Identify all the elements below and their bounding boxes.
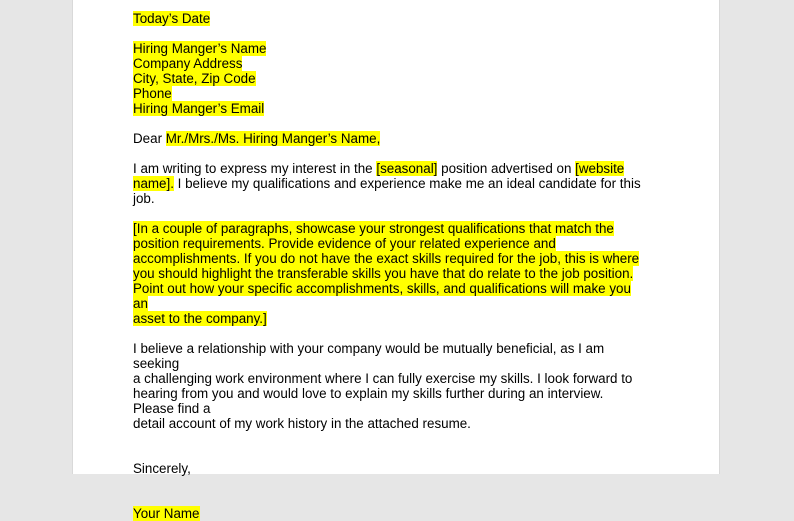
closing-paragraph <box>133 341 645 431</box>
intro-line-3 <box>133 191 645 206</box>
city-state-zip: City, State, Zip Code <box>133 71 256 86</box>
city-state-zip-line <box>133 71 645 86</box>
date-placeholder: Today’s Date <box>133 11 211 26</box>
intro-text-4: job. <box>133 191 155 206</box>
intro-text-1: I am writing to express my interest in the <box>133 161 377 176</box>
closing-line-1: I believe a relationship with your company would be mutually beneficial, as I am seeking <box>133 341 605 371</box>
email-line <box>133 101 645 116</box>
blank-line <box>133 206 645 221</box>
salutation-prefix: Dear <box>133 131 166 146</box>
instructions-line <box>133 266 645 281</box>
closing-line-4: detail account of my work history in the attached resume. <box>133 416 471 431</box>
sign-off: Sincerely, <box>133 461 191 476</box>
instructions-text-6: asset to the company.] <box>133 311 267 326</box>
instructions-text-2: position requirements. Provide evidence of your related experience and <box>133 236 556 251</box>
closing-line-2: a challenging work environment where I can fully exercise my skills. I look forward to <box>133 371 633 386</box>
intro-paragraph <box>133 161 645 206</box>
recipient-block <box>133 41 645 116</box>
instructions-text-5: Point out how your specific accomplishments, skills, and qualifications will make you an <box>133 281 631 311</box>
phone-line <box>133 86 645 101</box>
instructions-paragraph <box>133 221 645 326</box>
website-placeholder-part-1: [website <box>575 161 625 176</box>
recipient-name-line <box>133 41 645 56</box>
instructions-text-1: [In a couple of paragraphs, showcase your strongest qualifications that match the <box>133 221 614 236</box>
recipient-name: Hiring Manger’s Name <box>133 41 267 56</box>
blank-line <box>133 146 645 161</box>
instructions-text-4: you should highlight the transferable skills you have that do relate to the job position. <box>133 266 634 281</box>
intro-line-2 <box>133 176 645 191</box>
instructions-text-3: accomplishments. If you do not have the exact skills required for the job, this is where <box>133 251 640 266</box>
salutation-name: Mr./Mrs./Ms. Hiring Manger’s Name, <box>165 131 381 146</box>
blank-line <box>133 446 645 461</box>
instructions-line <box>133 311 645 326</box>
website-placeholder-part-2: name]. <box>133 176 174 191</box>
salutation <box>133 131 645 146</box>
date-line <box>133 11 645 26</box>
blank-line <box>133 476 645 491</box>
instructions-line <box>133 236 645 251</box>
blank-line <box>133 116 645 131</box>
instructions-line <box>133 251 645 266</box>
instructions-line <box>133 281 645 311</box>
company-address-line <box>133 56 645 71</box>
signature-line <box>133 506 645 521</box>
instructions-line <box>133 221 645 236</box>
company-address: Company Address <box>133 56 243 71</box>
email: Hiring Manger’s Email <box>133 101 265 116</box>
letter-body[interactable] <box>133 11 645 521</box>
closing-line-3: hearing from you and would love to explain my skills further during an interview. Please find a <box>133 386 604 416</box>
position-placeholder: [seasonal] <box>376 161 438 176</box>
blank-line <box>133 431 645 446</box>
phone: Phone <box>133 86 172 101</box>
blank-line <box>133 326 645 341</box>
intro-text-3: I believe my qualifications and experience make me an ideal candidate for this <box>173 176 641 191</box>
signature-name: Your Name <box>133 506 200 521</box>
intro-text-2: position advertised on <box>437 161 576 176</box>
intro-line-1 <box>133 161 645 176</box>
blank-line <box>133 491 645 506</box>
blank-line <box>133 26 645 41</box>
document-page[interactable] <box>72 0 720 521</box>
